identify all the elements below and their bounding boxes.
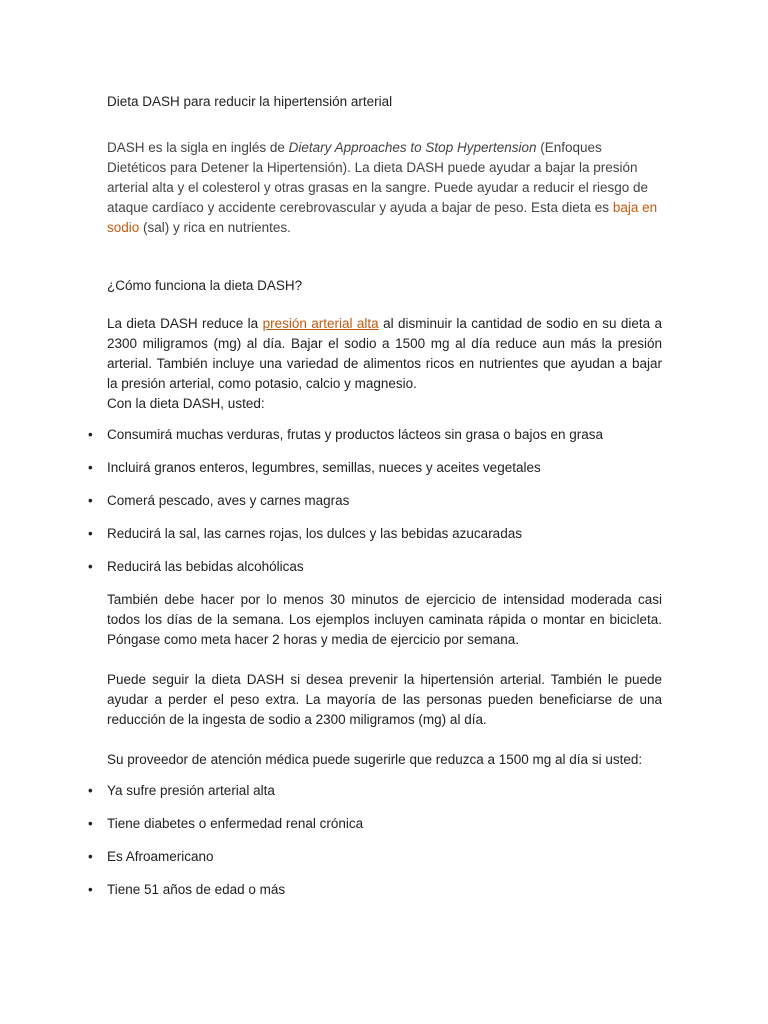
bullet-icon: • [88, 783, 93, 798]
list-item-text: Incluirá granos enteros, legumbres, semillas, nueces y aceites vegetales [107, 460, 541, 475]
list-item [88, 458, 662, 478]
how-text-2: al disminuir la cantidad de sodio en su dieta a 2300 miligramos (mg) al día. Bajar el sodio a 1500 mg al día reduce aun más la presión arterial. También incluye una variedad de alimentos ricos en nutrientes que ayudan a bajar la presión arterial, como potasio, calcio y magnesio. [107, 316, 663, 391]
list-item-text: Consumirá muchas verduras, frutas y productos lácteos sin grasa o bajos en grasa [107, 427, 603, 442]
intro-text-3: (sal) y rica en nutrientes. [139, 220, 291, 235]
high-blood-pressure-link[interactable]: presión arterial alta [262, 316, 379, 331]
document-content [88, 92, 663, 913]
list-item-text: Es Afroamericano [107, 849, 214, 864]
list-item [88, 524, 662, 544]
list-item-text: Reducirá la sal, las carnes rojas, los dulces y las bebidas azucaradas [107, 526, 522, 541]
how-text-1: La dieta DASH reduce la [107, 316, 263, 331]
bullet-icon: • [88, 427, 93, 442]
risk-groups-list [88, 781, 662, 900]
bullet-icon: • [88, 460, 93, 475]
section-heading: ¿Cómo funciona la dieta DASH? [107, 278, 303, 293]
bullet-icon: • [88, 849, 93, 864]
bullet-icon: • [88, 816, 93, 831]
bullet-icon: • [88, 882, 93, 897]
document-title: Dieta DASH para reducir la hipertensión arterial [107, 94, 393, 109]
list-item [88, 847, 662, 867]
dash-habits-list [88, 425, 662, 577]
prevention-paragraph: Puede seguir la dieta DASH si desea prevenir la hipertensión arterial. También le puede ayudar a perder el peso extra. La mayoría de las personas pueden beneficiarse de una reducción de la ingesta de sodio a 2300 miligramos (mg) al día. [107, 672, 662, 727]
list-item-text: Ya sufre presión arterial alta [107, 783, 275, 798]
exercise-paragraph: También debe hacer por lo menos 30 minutos de ejercicio de intensidad moderada casi todos los días de la semana. Los ejemplos incluyen caminata rápida o montar en bicicleta. Póngase como meta hacer 2 horas y media de ejercicio por semana. [107, 592, 662, 647]
list-item-text: Tiene 51 años de edad o más [107, 882, 286, 897]
bullet-icon: • [88, 559, 93, 574]
low-sodium-highlight: baja en sodio [107, 200, 658, 235]
list-item-text: Tiene diabetes o enfermedad renal crónica [107, 816, 364, 831]
list-item [88, 814, 662, 834]
intro-paragraph [107, 138, 662, 238]
bullet-icon: • [88, 526, 93, 541]
list-item [88, 781, 662, 801]
list-item [88, 880, 662, 900]
with-dash-label: Con la dieta DASH, usted: [107, 396, 265, 411]
list-item [88, 557, 662, 577]
intro-text-2: (Enfoques Dietéticos para Detener la Hipertensión). La dieta DASH puede ayudar a bajar la presión arterial alta y el colesterol y otras grasas en la sangre. Puede ayudar a reducir el riesgo de ataque cardíaco y accidente cerebrovascular y ayuda a bajar de peso. Esta dieta es [107, 140, 649, 215]
list-item-text: Reducirá las bebidas alcohólicas [107, 559, 304, 574]
how-it-works-paragraph [107, 314, 662, 394]
list-item-text: Comerá pescado, aves y carnes magras [107, 493, 350, 508]
intro-text-1: DASH es la sigla en inglés de [107, 140, 289, 155]
list-item [88, 491, 662, 511]
list-item [88, 425, 662, 445]
intro-italic-term: Dietary Approaches to Stop Hypertension [288, 140, 537, 155]
provider-paragraph: Su proveedor de atención médica puede sugerirle que reduzca a 1500 mg al día si usted: [107, 752, 643, 767]
bullet-icon: • [88, 493, 93, 508]
